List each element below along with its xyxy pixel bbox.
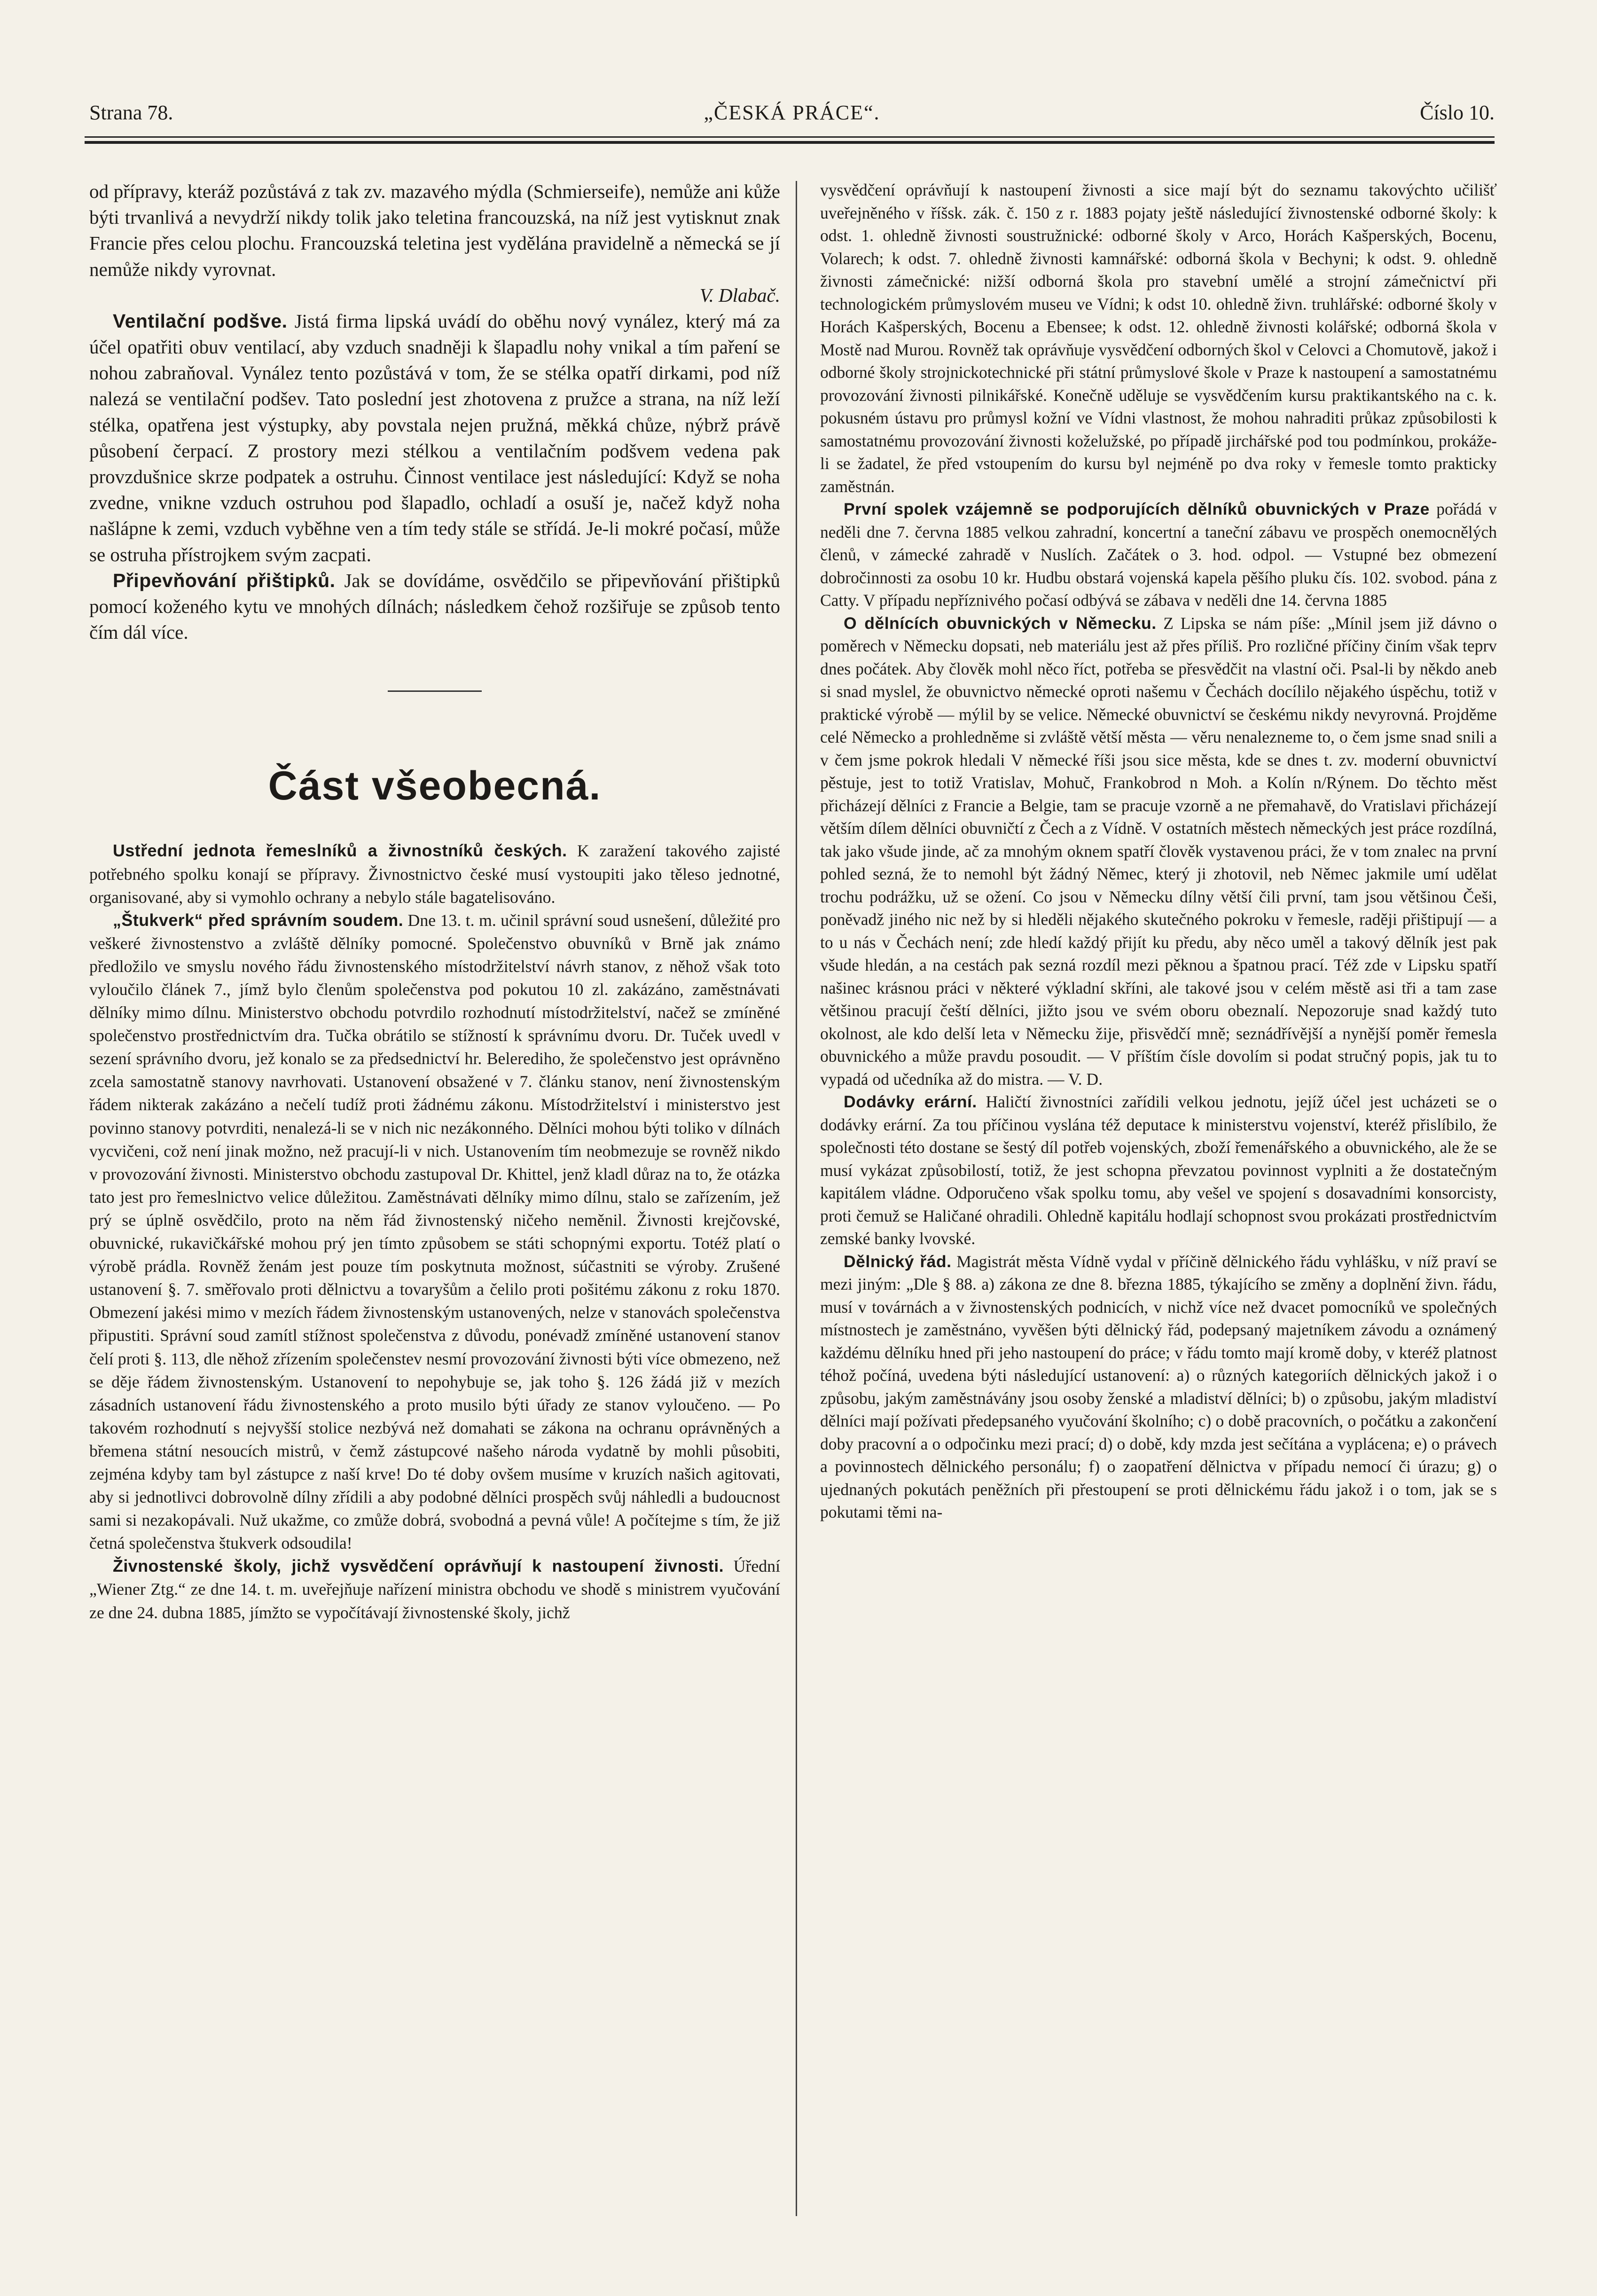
section-divider (388, 690, 482, 692)
article-delnici-v-nemecku (820, 612, 1497, 1091)
article-heading: Živnostenské školy, jichž vysvědčení oprávňují k nastoupení živnosti. (113, 1557, 724, 1576)
article-heading: První spolek vzájemně se podporujících dělníků obuvnických v Praze (844, 500, 1430, 518)
issue-number: Číslo 10. (1420, 101, 1495, 124)
article-heading: Dodávky erární. (844, 1092, 977, 1111)
article-ustredni-jednota (89, 839, 780, 909)
article-body: Haličtí živnostníci zařídili velkou jednotu, jejíž účel jest ucházeti se o dodávky erární. Za tou příčinou vyslána též deputace k ministerstvu vojenství, kteréž přislíbilo, že společnosti této dostane se šestý díl potřeb vojenských, zboží řemenářského a obuvnického, ale že se musí vykázat způsobilostí, totiž, že jest schopna převzatou povinnost vyplniti a že dostatečným kapitálem vládne. Odporučeno však spolku tomu, aby vešel ve spojení s dosavadními konsorcisty, proti čemuž se Haličané ohradili. Ohledně kapitálu hodlají schopnost svou prokázati prostřednictvím zemské banky lvovské. (820, 1092, 1497, 1248)
article-dodavky-erarni (820, 1090, 1497, 1250)
article-zivnostenske-skoly (89, 1555, 780, 1624)
article-heading: Ventilační podšve. (113, 310, 288, 332)
section-title: Část všeobecná. (268, 763, 602, 809)
article-spolek (820, 498, 1497, 612)
left-upper-text (89, 179, 780, 645)
article-body: pořádá v neděli dne 7. června 1885 velkou zahradní, koncertní a taneční zábavu ve prospěch onemocnělých členů, v zámecké zahradě v Nuslích. Začátek o 3. hod. odpol. — Vstupné bez obmezení dobročinnosti za osobu 10 kr. Hudbu obstará vojenská kapela pěšího pluku čís. 102. svobod. pána z Catty. V případu nepříznivého počasí odbývá se zábava v neděli dne 14. června 1885 (820, 500, 1497, 610)
right-column (820, 179, 1497, 2223)
article-skoly-continued: vysvědčení oprávňují k nastoupení živnosti a sice mají být do seznamu takovýchto učilišť uveřejněného v říšsk. zák. č. 150 z r. 1883 pojaty ještě následující živnostenské odborné školy: k odst. 1. ohledně živnosti soustružnické: odborné školy v Arco, Horách Kašperských, Bocenu, Volarech; k odst. 7. ohledně živnosti kamnářské: odborná škola v Bechyni; k odst. 9. ohledně živnosti zámečnické: nižší odborná škola pro stavební umělé a strojní zámečnictví při technologickém průmyslovém museu ve Vídni; k odst 10. ohledně živn. truhlářské: odborné školy v Horách Kašperských, Bocenu a Ebensee; k odst. 12. ohledně živnosti kolářské; odborná škola v Mostě nad Murou. Rovněž tak oprávňuje vysvědčení odborných škol v Celovci a Chomutově, jakož i odborné školy strojnickotechnické při státní průmyslové škole v Praze k nastoupení a samostatnému provozování živnosti pilnikářské. Konečně uděluje se vysvědčením kursu praktikantského na c. k. pokusném ústavu pro průmysl kožní ve Vídni vlastnost, že mohou nahraditi průkaz způsobilosti k samostatnému provozování živnosti koželužské, po případě jirchářské pod tou podmínkou, prokáže-li se žadatel, že před vstoupením do kursu byl nejméně po dva roky v řemesle tomto prakticky zaměstnán. (820, 180, 1497, 496)
running-header (89, 99, 1495, 127)
right-text (820, 179, 1497, 1524)
page-number: Strana 78. (89, 101, 173, 124)
left-lower-text (89, 839, 780, 1624)
left-column (89, 179, 780, 2223)
article-stukverk (89, 909, 780, 1555)
article-delnicky-rad (820, 1250, 1497, 1524)
article-body: K zaražení takového zajisté potřebného spolku konají se přípravy. Živnostnictvo české musí vystoupiti jako těleso jednotné, organisované, aby si vymohlo ochrany a nebylo stále bagatelisováno. (89, 841, 780, 907)
article-signature: V. Dlabač. (699, 284, 780, 306)
article-body: Jistá firma lipská uvádí do oběhu nový vynález, který má za účel opatřiti obuv ventilací, aby vzduch snadněji k šlapadlu nohy vnikal a tím paření se nohou zabraňoval. Vynález tento pozůstává v tom, že se stélka opatří dirkami, pod níž nalezá se ventilační podšev. Tato poslední jest zhotovena z pružce a strana, na níž leží stélka, opatřena jest výstupky, aby povstala nejen pružná, měkká chůze, nýbrž právě působení čerpací. Z prostory mezi stélkou a ventilačním podšvem vedena pak provzdušnice skrze podpatek a ostruhu. Činnost ventilace jest následující: Když se noha zvedne, vnikne vzduch ostruhou pod šlapadlo, ochladí a osuší je, načež když noha našlápne k zemi, vzduch vyběhne ven a tím tedy stále se střídá. Je-li mokré počasí, může se ostruha přístrojkem svým zacpati. (89, 310, 780, 565)
header-rule (85, 136, 1495, 138)
article-leather-ending: od přípravy, kteráž pozůstává z tak zv. mazavého mýdla (Schmierseife), nemůže ani kůže býti trvanlivá a nevydrží nikdy tolik jako teletina francouzská, na níž jest vytisknut znak Francie přes celou plochu. Francouzská teletina jest vydělána pravidelně a německá se jí nemůže nikdy vyrovnat. (89, 180, 780, 280)
header-rule-thick (85, 141, 1495, 144)
article-heading: Připevňování přištipků. (113, 569, 336, 591)
article-heading: „Štukverk“ před správním soudem. (113, 910, 404, 930)
article-body: Dne 13. t. m. učinil správní soud usnešení, důležité pro veškeré živnostenstvo a zvláště dělníky pomocné. Společenstvo obuvníků v Brně jak známo předložilo ve smyslu nového řádu živnostenského místodržitelství návrh stanov, z něhož však toto vyloučilo článek 7., jímž bylo členům společenstva pod pokutou 10 zl. zakázáno, zaměstnávati dělníky mimo dílnu. Ministerstvo obchodu potvrdilo rozhodnutí místodržitelství, načež se zmíněné společenstvo prostřednictvím dra. Tučka obrátilo se stížností k správnímu dvoru. Dr. Tuček uvedl v sezení správního dvoru, jež konalo se za předsednictví hr. Belerediho, že společenstvo jest oprávněno zcela samostatně stanovy navrhovati. Ustanovení obsažené v 7. článku stanov, není živnostenským řádem nikterak zakázáno a nečelí tudíž proti žádnému zákonu. Místodržitelství i ministerstvo jest povinno stanovy potvrditi, nenalezá-li se v nich nic nezákonného. Dělníci mohou býti toliko v dílnách vycvičeni, což není jinak možno, než pracují-li v nich. Ustanovením tím neobmezuje se rovněž nikdo v provozování živnosti. Ministerstvo obchodu zastupoval Dr. Khittel, jenž kladl důraz na to, že otázka tato jest pro řemeslnictvo velice důležitou. Zaměstnávati dělníky mimo dílnu, stalo se zařízením, jež prý se úplně osvědčilo, proto na něm řád živnostenský ničeho neměnil. Živnosti krejčovské, obuvnické, rukavičkářské mohou prý jen tímto způsobem se státi schopnými exportu. Totéž platí o výrobě prádla. Rovněž ženám jest pouze tím poskytnuta možnost, súčastniti se výroby. Zrušené ustanovení §. 7. směřovalo proti dělnictvu a tovaryšům a čelilo proti pošitému zákonu z roku 1870. Obmezení jakési mimo v mezích řádem živnostenským ustanovených, nelze v stanovách společenstva připustiti. Správní soud zamítl stížnost společenstva z důvodu, ponévadž zmíněné ustanovení stanov čelí proti §. 113, dle něhož zřízením společenstev nesmí provozování živnosti býti více obmezeno, než se děje řádem živnostenským. Ustanovení to nepohybuje se, jak toho §. 126 žádá již v mezích zásadních ustanovení řádu živnostenského a proto musilo býti úřady ze stanov vyloučeno. — Po takovém rozhodnutí s nejvyšší stolice nezbývá než domahati se zákona na ochranu oprávněných a břemena státní nesoucích mistrů, v čemž zástupcové našeho národa vydatně by mohli působiti, zejména kdyby tam byl zástupce z naší krve! Do té doby ovšem musíme v kruzích našich agitovati, aby si jednotlivci dobrovolně dílny zřídili a aby podobné dělníci prospěch svůj náhledli a budoucnost sami si nezakopávali. Nuž ukažme, co zmůže dobrá, svobodná a pevná vůle! A počítejme s tím, že již četná společenstva štukverk odsoudila! (89, 910, 780, 1553)
article-ventilace (89, 308, 780, 568)
article-body: Jak se dovídáme, osvědčilo se připevňování přištipků pomocí koženého kytu ve mnohých dílnách; následkem čehož rozšiřuje se způsob tento čím dál více. (89, 569, 780, 643)
article-heading: Ustřední jednota řemeslníků a živnostníků českých. (113, 841, 567, 861)
article-body: Magistrát města Vídně vydal v příčině dělnického řádu vyhlášku, v níž praví se mezi jiným: „Dle § 88. a) zákona ze dne 8. března 1885, týkajícího se změny a doplnění živn. řádu, musí v továrnách a v živnostenských podnicích, v nichž více než dvacet pomocníků ve společných místnostech je zaměstnáno, vyvěšen býti dělnický řád, podepsaný majetníkem závodu a oznámený každému dělníku hned při jeho nastoupení do práce; v řádu tomto mají kromě doby, v kteréž platnost téhož počíná, uvedena býti následující ustanovení: a) o různých kategoriích dělnických jakož i o způsobu, jakým zaměstnávány jsou osoby ženské a mladiství dělníci; b) o způsobu, jakým mladiství dělníci mají požívati předepsaného vyučování školního; c) o době pracovních, o počátku a zakončení doby pracovní a o odpočinku mezi prací; d) o době, kdy mzda jest sečítána a vyplácena; e) o právech a povinnostech dělnického personálu; f) o zaopatření dělnictva v případu nemocí či úrazu; g) o ujednaných pokutách peněžních při přestoupení se proti dělnickému řádu jakož i o tom, jak se s pokutami těmi na- (820, 1252, 1497, 1521)
article-body: Z Lipska se nám píše: „Mínil jsem již dávno o poměrech v Německu dopsati, neb materiálu jest až přes příliš. Pro rozličné příčiny činím však teprv dnes počátek. Aby člověk mohl něco říct, potřeba se přesvědčit na vlastní oči. Psal-li by někdo aneb si snad myslel, že obuvnictvo německé oproti našemu v Čechách docílilo nějakého úspěchu, totiž v praktické výrobě — mýlil by se velice. Německé obuvnictví se českému nikdy nevyrovná. Projděme celé Německo a prohledněme si zvláště větší města — věru nenalezneme to, o čem jsme snad snili a v čem jsme pokrok hledali V německé říši jsou sice města, kde se dnes t. zv. moderní obuvnictví pěstuje, jest to totiž Vratislav, Mohuč, Frankobrod n Moh. a Kolín n/Rýnem. Do těchto měst přicházejí dělníci z Francie a Belgie, tam se pracuje vzorně a ne přemahavě, do Vratislavi přicházejí větším dílem dělníci obuvničtí z Čech a z Vídně. V ostatních městech německých jest práce rozdílná, tak jako všude jinde, ač za mnohým oknem spatří člověk vystavenou práci, že v tom znalec na první pohled sezná, že to nemohl být žádný Němec, který ji zhotovil, neb Němec jakmile umí udělat trochu podrážku, už se ožení. Co jsou v Německu dílny větší čili první, tam jsou většinou Češi, poněvadž jiného nic než by si hleděli nějakého skutečného pokroku v řemesle, raději přištipují — a to u nás v Čechách není; zde hledí každý přijít ku předu, aby něco uměl a takový dělník jest pak všude hledán, a na cestách pak sezná rozdíl mezi pěknou a špatnou prací. Též zde v Lipsku spatří našinec krásnou práci v některé výkladní skříni, ale takové jsou v celém městě asi tři a tam zase většinou pracují čeští dělníci, jižto jsou ve svém oboru obeznalí. Nepozoruje snad každý tuto okolnost, ale kdo delší leta v Německu žije, přisvědčí mně; seznádřívější a nynější poměr řemesla obuvnického a může pravdu posoudit. — V příštím čísle dovolím si podat stručný popis, jak tu to vypadá od učedníka až do mistra. — V. D. (820, 613, 1497, 1089)
column-divider (796, 181, 797, 2216)
article-heading: O dělnících obuvnických v Německu. (844, 613, 1157, 633)
article-body: Úřední „Wiener Ztg.“ ze dne 14. t. m. uveřejňuje nařízení ministra obchodu ve shodě s ministrem vyučování ze dne 24. dubna 1885, jímžto se vypočítávají živnostenské školy, jichž (89, 1557, 780, 1622)
article-pripevnovani (89, 568, 780, 646)
article-heading: Dělnický řád. (844, 1252, 952, 1271)
journal-title: „ČESKÁ PRÁCE“. (704, 101, 880, 124)
